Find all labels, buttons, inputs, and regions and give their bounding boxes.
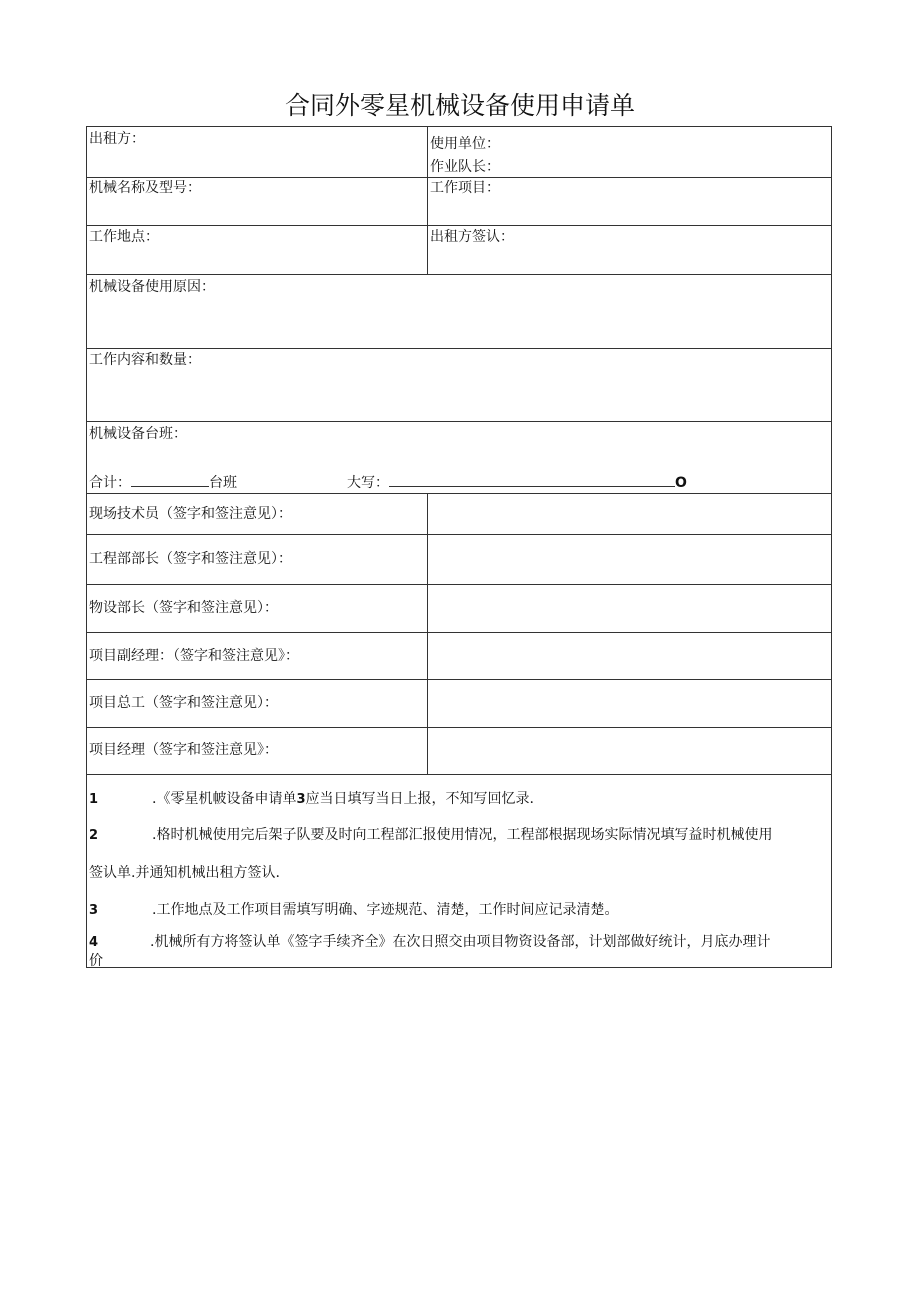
note-emphasis: 3 <box>296 792 306 807</box>
row-divider <box>87 584 831 585</box>
shifts-total-row <box>89 473 237 492</box>
end-mark: O <box>675 475 687 491</box>
note-item <box>89 933 771 952</box>
row-divider <box>87 534 831 535</box>
work-item-label: 工作项目： <box>430 180 500 196</box>
note-item <box>89 901 619 920</box>
note-text: .格时机械使用完后架子队要及时向工程部汇报使用情况，工程部根据现场实际情况填写益时机械使用 <box>152 827 773 843</box>
note-text: .工作地点及工作项目需填写明确、字迹规范、清楚，工作时间应记录清楚。 <box>152 902 619 918</box>
note-item <box>89 826 773 845</box>
row-divider <box>87 679 831 680</box>
column-divider <box>427 493 428 774</box>
user-unit-label: 使用单位： <box>430 136 500 152</box>
row-divider <box>87 774 831 775</box>
approval-site-technician: 现场技术员（签字和签注意见）： <box>89 506 292 522</box>
row-divider <box>87 493 831 494</box>
row-divider <box>87 632 831 633</box>
note-continuation: 签认单.并通知机械出租方签认. <box>89 865 280 881</box>
row-divider <box>87 727 831 728</box>
total-label: 合计： <box>89 475 131 491</box>
row-divider <box>87 421 831 422</box>
total-blank <box>131 473 209 487</box>
capital-blank <box>389 473 675 487</box>
note-number: 2 <box>89 828 99 843</box>
approval-materials-head: 物设部长（签字和签注意见）： <box>89 600 278 616</box>
shift-unit: 台班 <box>209 475 237 491</box>
note-continuation: 价 <box>89 953 103 967</box>
lessor-label: 出租方： <box>89 131 145 147</box>
application-form <box>86 126 832 968</box>
note-number: 1 <box>89 792 99 807</box>
column-divider <box>427 127 428 274</box>
note-number: 3 <box>89 903 99 918</box>
team-leader-label: 作业队长： <box>430 159 500 175</box>
approval-project-manager: 项目经理（签字和签注意见》： <box>89 742 278 758</box>
note-text: 应当日填写当日上报，不知写回忆录. <box>305 791 534 807</box>
approval-deputy-manager: 项目副经理：（签字和签注意见》： <box>89 648 299 664</box>
row-divider <box>87 225 831 226</box>
capital-label: 大写： <box>347 475 389 491</box>
work-content-label: 工作内容和数量： <box>89 352 201 368</box>
approval-chief-engineer: 项目总工（签字和签注意见）： <box>89 695 278 711</box>
note-text: .机械所有方将签认单《签字手续齐全》在次日照交由项目物资设备部，计划部做好统计，月底办理计 <box>150 934 771 950</box>
note-number: 4 <box>89 935 99 950</box>
capital-row <box>347 473 687 492</box>
approval-engineering-head: 工程部部长（签字和签注意见）： <box>89 551 292 567</box>
page-title: 合同外零星机械设备使用申请单 <box>284 91 635 120</box>
row-divider <box>87 348 831 349</box>
row-divider <box>87 274 831 275</box>
row-divider <box>87 177 831 178</box>
note-item <box>89 790 534 809</box>
note-text: .《零星机帔设备申请单 <box>152 791 297 807</box>
machine-shifts-label: 机械设备台班： <box>89 426 187 442</box>
lessor-confirm-label: 出租方签认： <box>430 229 514 245</box>
machine-name-label: 机械名称及型号： <box>89 180 201 196</box>
usage-reason-label: 机械设备使用原因： <box>89 279 215 295</box>
work-location-label: 工作地点： <box>89 229 159 245</box>
